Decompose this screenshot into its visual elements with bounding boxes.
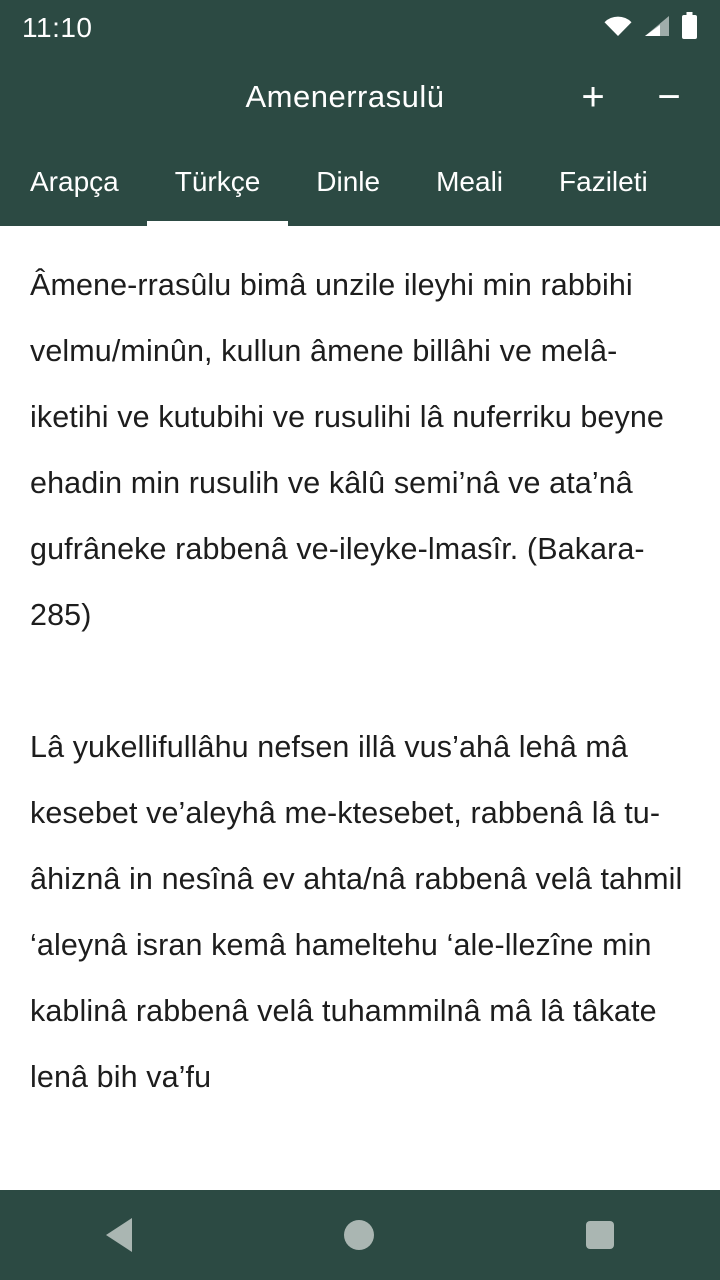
content-scroll-area[interactable] [0, 226, 720, 1190]
recents-square-icon[interactable] [586, 1221, 614, 1249]
home-circle-icon[interactable] [344, 1220, 374, 1250]
status-clock: 11:10 [22, 12, 93, 43]
tab-meali[interactable]: Meali [436, 166, 504, 197]
tab-fazileti[interactable]: Fazileti [559, 166, 648, 197]
status-icons [603, 12, 698, 44]
paragraph-2: Lâ yukellifullâhu nefsen illâ vus’ahâ lehâ mâ kesebet ve’aleyhâ me-ktesebet, rabbenâ lâ tu-âhiznâ in nesînâ ev ahta/nâ rabbenâ velâ tahmil ‘aleynâ isran kemâ hameltehu ‘ale-llezîne min kablinâ rabbenâ velâ tuhammilnâ mâ lâ tâkate lenâ bih va’fu [30, 730, 683, 1094]
increase-font-button[interactable]: + [581, 75, 605, 119]
cellular-signal-icon [643, 14, 671, 43]
paragraph-1: Âmene-rrasûlu bimâ unzile ileyhi min rabbihi velmu/minûn, kullun âmene billâhi ve melâ-iketihi ve kutubihi ve rusulihi lâ nuferriku beyne ehadin min rusulih ve kâlû semi’nâ ve ata’nâ gufrâneke rabbenâ ve-ileyke-lmasîr. (Bakara-285) [30, 268, 664, 632]
tab-arapca[interactable]: Arapça [30, 166, 119, 197]
decrease-font-button[interactable]: − [657, 75, 681, 119]
tab-dinle[interactable]: Dinle [316, 166, 381, 197]
status-bar [0, 0, 720, 56]
back-triangle-icon[interactable] [106, 1218, 132, 1252]
system-navigation-bar [0, 1190, 720, 1280]
app-bar [0, 56, 720, 138]
battery-icon [681, 12, 698, 44]
page-title: Amenerrasulü [245, 79, 445, 114]
wifi-icon [603, 14, 633, 43]
tab-bar[interactable] [0, 138, 720, 226]
app-bar-actions [574, 77, 694, 117]
tab-turkce[interactable]: Türkçe [147, 138, 289, 226]
